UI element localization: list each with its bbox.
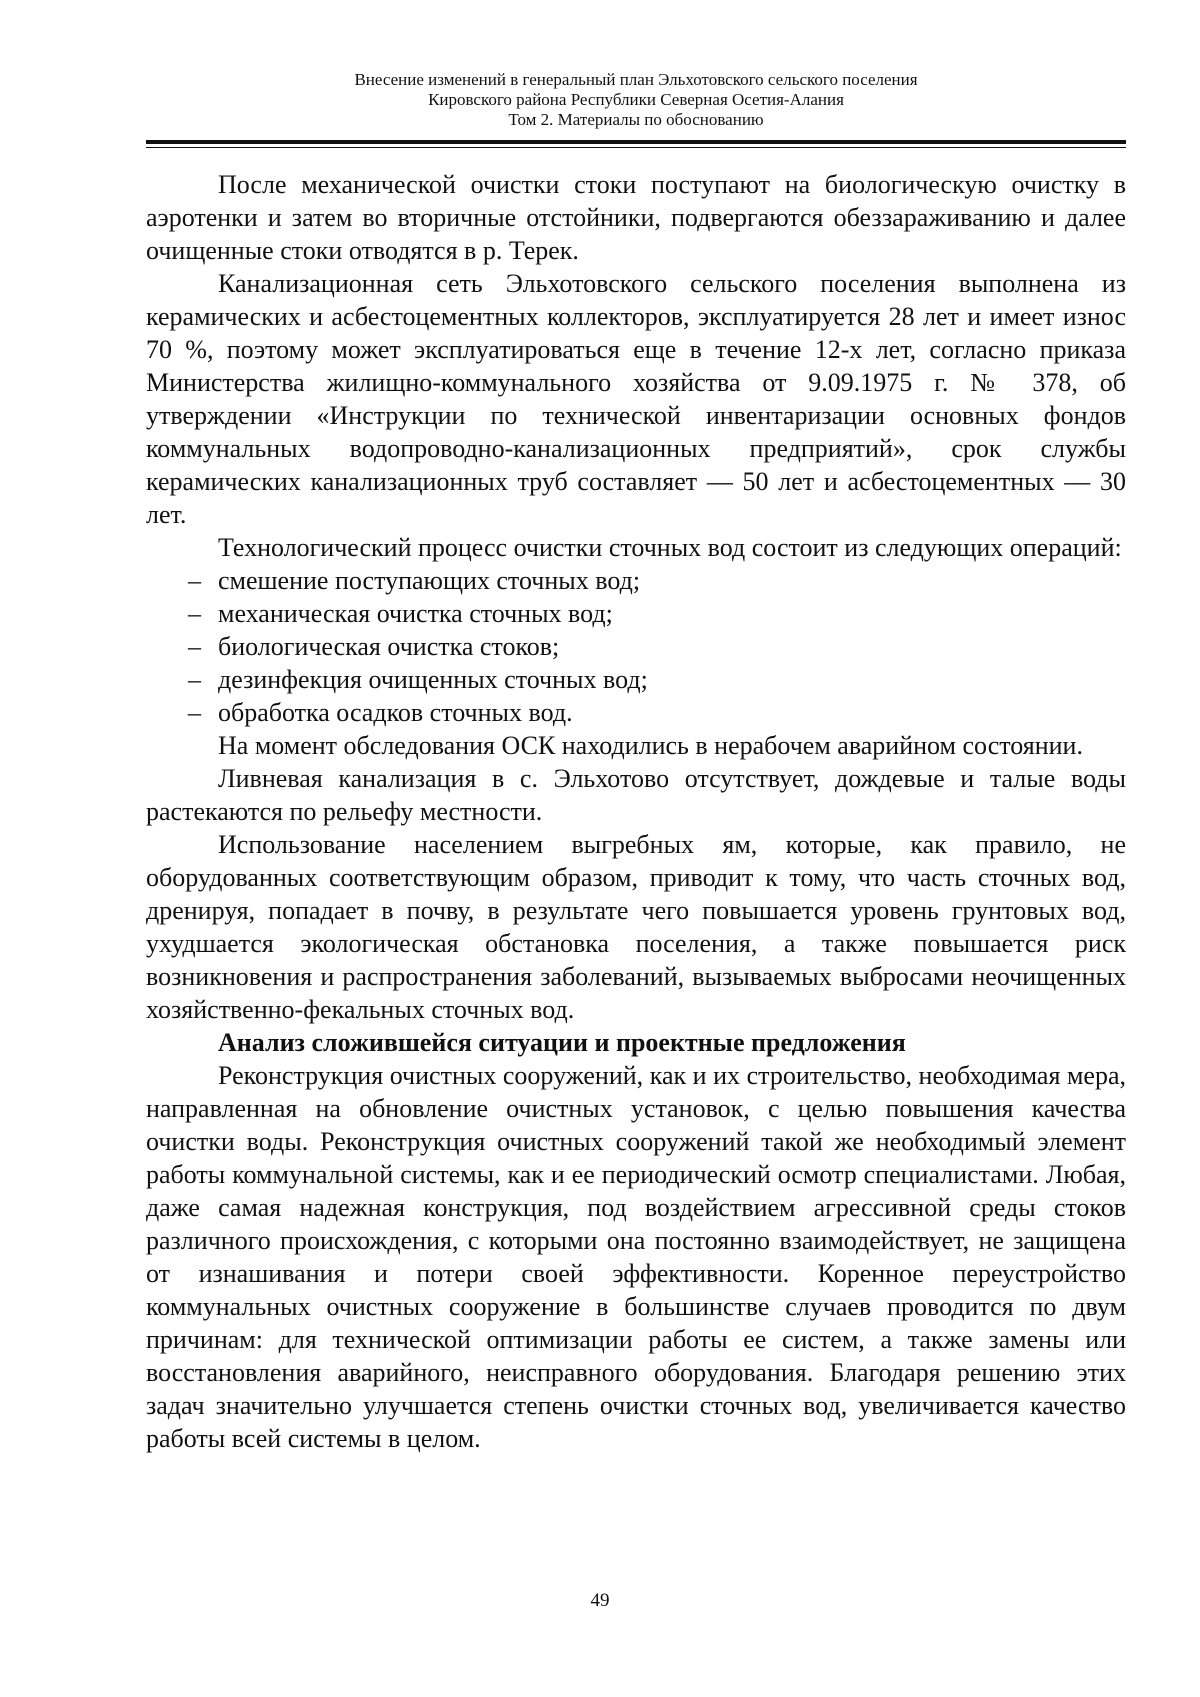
running-header xyxy=(146,70,1126,130)
header-rule-thin xyxy=(146,147,1126,148)
list-item-text: смешение поступающих сточных вод; xyxy=(218,566,641,595)
list-dash: – xyxy=(188,698,201,727)
list-item-text: обработка осадков сточных вод. xyxy=(218,698,573,727)
list-item xyxy=(146,663,1126,696)
list-item-text: дезинфекция очищенных сточных вод; xyxy=(218,665,648,694)
paragraph-5: Ливневая канализация в с. Эльхотово отсутствует, дождевые и талые воды растекаются по рельефу местности. xyxy=(146,764,1126,826)
paragraph-4: На момент обследования ОСК находились в нерабочем аварийном состоянии. xyxy=(218,731,1083,760)
header-line-3: Том 2. Материалы по обоснованию xyxy=(508,110,764,129)
document-body xyxy=(146,168,1126,1455)
list-item-text: механическая очистка сточных вод; xyxy=(218,599,613,628)
paragraph-6: Использование населением выгребных ям, которые, как правило, не оборудованных соответствующим образом, приводит к тому, что часть сточных вод, дренируя, попадает в почву, в результате чего повышается уровень грунтовых вод, ухудшается экологическая обстановка поселения, а также повышается риск возникновения и распространения заболеваний, вызываемых выбросами неочищенных хозяйственно-фекальных сточных вод. xyxy=(146,830,1126,1024)
paragraph-1: После механической очистки стоки поступают на биологическую очистку в аэротенки и затем во вторичные отстойники, подвергаются обеззараживанию и далее очищенные стоки отводятся в р. Терек. xyxy=(146,170,1126,265)
list-item xyxy=(146,597,1126,630)
list-item xyxy=(146,630,1126,663)
header-line-2: Кировского района Республики Северная Осетия-Алания xyxy=(428,90,844,109)
list-item xyxy=(146,564,1126,597)
page-number: 49 xyxy=(590,1590,610,1611)
header-line-1: Внесение изменений в генеральный план Эльхотовского сельского поселения xyxy=(354,70,918,89)
list-dash: – xyxy=(188,632,201,661)
list-dash: – xyxy=(188,566,201,595)
paragraph-2: Канализационная сеть Эльхотовского сельского поселения выполнена из керамических и асбестоцементных коллекторов, эксплуатируется 28 лет и имеет износ 70 %, поэтому может эксплуатироваться еще в течение 12-х лет, согласно приказа Министерства жилищно-коммунального хозяйства от 9.09.1975 г. № 378, об утверждении «Инструкции по технической инвентаризации основных фондов коммунальных водопроводно-канализационных предприятий», срок службы керамических канализационных труб составляет — 50 лет и асбестоцементных — 30 лет. xyxy=(146,269,1126,529)
process-list xyxy=(146,564,1126,729)
section-heading: Анализ сложившейся ситуации и проектные предложения xyxy=(218,1028,906,1057)
paragraph-7: Реконструкция очистных сооружений, как и их строительство, необходимая мера, направленная на обновление очистных установок, с целью повышения качества очистки воды. Реконструкция очистных сооружений такой же необходимый элемент работы коммунальной системы, как и ее периодический осмотр специалистами. Любая, даже самая надежная конструкция, под воздействием агрессивной среды стоков различного происхождения, с которыми она постоянно взаимодействует, не защищена от изнашивания и потери своей эффективности. Коренное переустройство коммунальных очистных сооружение в большинстве случаев проводится по двум причинам: для технической оптимизации работы ее систем, а также замены или восстановления аварийного, неисправного оборудования. Благодаря решению этих задач значительно улучшается степень очистки сточных вод, увеличивается качество работы всей системы в целом. xyxy=(146,1061,1126,1453)
header-rule-thick xyxy=(146,140,1126,144)
list-item-text: биологическая очистка стоков; xyxy=(218,632,560,661)
paragraph-3: Технологический процесс очистки сточных вод состоит из следующих операций: xyxy=(218,533,1122,562)
list-item xyxy=(146,696,1126,729)
list-dash: – xyxy=(188,599,201,628)
list-dash: – xyxy=(188,665,201,694)
